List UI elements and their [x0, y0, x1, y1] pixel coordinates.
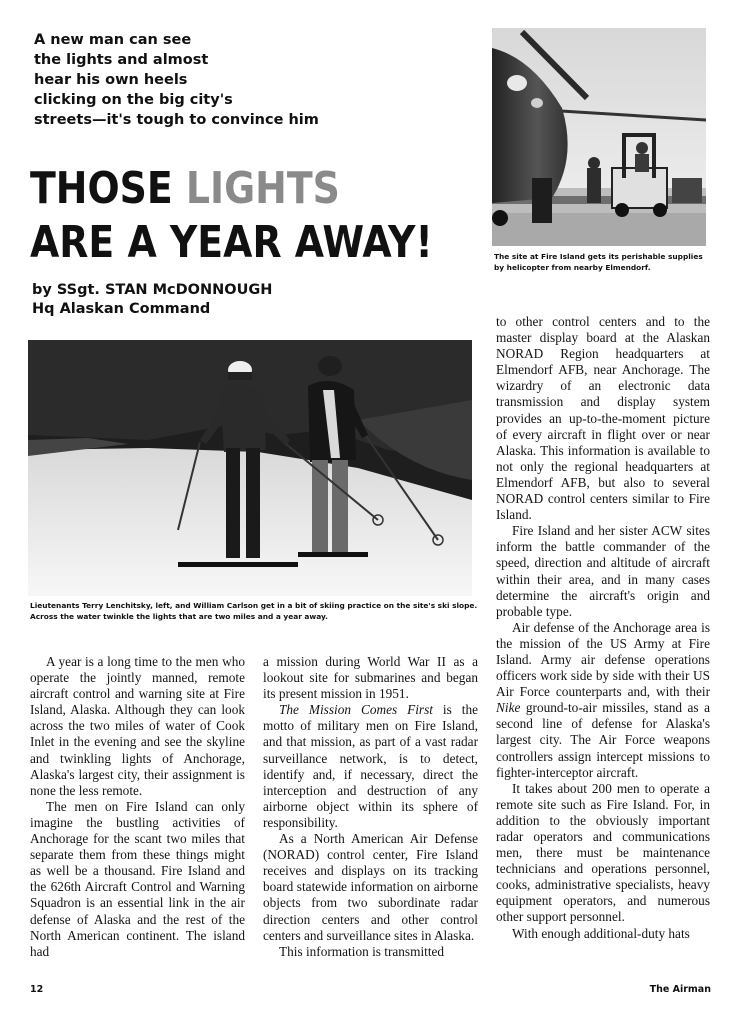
article-headline: [30, 162, 433, 270]
article-column-1: [30, 654, 245, 960]
column-2-paragraph: a mission during World War II as a lookout site for submarines and began its present mission in 1951.: [263, 654, 478, 702]
column-2-paragraph: This information is transmitted: [279, 943, 445, 959]
column-3-paragraph: [496, 620, 710, 781]
skiing-photo: [28, 340, 472, 596]
article-column-3: [496, 314, 710, 942]
column-3-paragraph: Fire Island and her sister ACW sites inform the battle commander of the speed, direction and altitude of aircraft within their area, and in many cases determine the aircraft's origin and probable type.: [496, 523, 710, 619]
helicopter-photo-caption: The site at Fire Island gets its perishable supplies by helicopter from nearby Elmendorf.: [494, 252, 703, 272]
column-2-paragraph: [263, 702, 478, 831]
column-3-paragraph: to other control centers and to the master display board at the Alaskan NORAD Region headquarters at Elmendorf AFB, near Anchorage. The wizardry of an electronic data transmission and display system provides an up-to-the-moment picture of every aircraft in flight over or near Alaska. This information is available to not only the regional headquarters at Elmendorf AFB, but also to several NORAD control centers similar to Fire Island.: [496, 314, 710, 523]
dek-line: clicking on the big city's: [34, 92, 233, 108]
headline-line-2: ARE A YEAR AWAY!: [30, 217, 433, 268]
column-2-paragraph: As a North American Air Defense (NORAD) control center, Fire Island receives and displays on its tracking board statewide information on airborne objects from two subordinate radar direction centers and other control centers and surveillance sites in Alaska.: [263, 831, 478, 943]
article-column-2: [263, 654, 478, 960]
column-3-text: Air defense of the Anchorage area is the mission of the US Army at Fire Island. Army air defense operations officers work side by side with their US Air Force counterparts and, with their: [496, 619, 710, 700]
article-dek: [34, 30, 364, 130]
dek-line: the lights and almost: [34, 52, 209, 68]
column-3-paragraph: It takes about 200 men to operate a remote site such as Fire Island. For, in addition to the obviously important radar operators and communications men, there must be maintenance technicians and operations personnel, cooks, administrative specialists, heavy equipment operators, and numerous other support personnel.: [496, 780, 710, 925]
column-3-italic-text: Nike: [496, 700, 521, 716]
column-3-text: ground-to-air missiles, stand as a second line of defense for Alaska's largest city. The Air Force weapons controllers assign intercept missions to fighter-interceptor aircraft.: [496, 700, 710, 780]
publication-name: The Airman: [649, 984, 711, 995]
dek-line: streets—it's tough to convince him: [34, 112, 319, 128]
byline: [32, 281, 332, 319]
column-3-paragraph: With enough additional-duty hats: [512, 925, 690, 941]
column-2-italic-text: The Mission Comes First: [279, 702, 433, 718]
skiing-photo-caption: Lieutenants Terry Lenchitsky, left, and William Carlson get in a bit of skiing practice on the site's ski slope. Across the water twinkle the lights that are two miles and a year away.: [30, 601, 478, 621]
byline-affiliation: Hq Alaskan Command: [32, 301, 211, 317]
page-number: 12: [30, 984, 44, 995]
headline-word-lights: LIGHTS: [185, 163, 340, 214]
helicopter-photo: [492, 28, 706, 246]
headline-line-1: [30, 162, 391, 216]
dek-line: hear his own heels: [34, 72, 188, 88]
column-1-paragraph: The men on Fire Island can only imagine the bustling activities of Anchorage for the scant two miles that separate them from these things might as well be a thousand. Fire Island and the 626th Aircraft Control and Warning Squadron is an essential link in the air defense of Alaska and the rest of the North American continent. The island had: [30, 798, 245, 959]
column-1-paragraph: A year is a long time to the men who operate the jointly manned, remote aircraft control and warning site at Fire Island, Alaska. Although they can look across the two miles of water of Cook Inlet in the evening and see the skyline and twinkling lights of Anchorage, Alaska's largest city, their assignment is none the less remote.: [30, 654, 245, 798]
dek-line: A new man can see: [34, 32, 192, 48]
headline-word-those: THOSE: [30, 163, 186, 214]
column-2-text: is the motto of military men on Fire Island, and that mission, as part of a vast radar surveillance network, is to detect, identify and, if necessary, direct the interception and destruction of any airborne object within its sphere of responsibility.: [263, 702, 479, 830]
byline-author: by SSgt. STAN McDONNOUGH: [32, 282, 273, 298]
